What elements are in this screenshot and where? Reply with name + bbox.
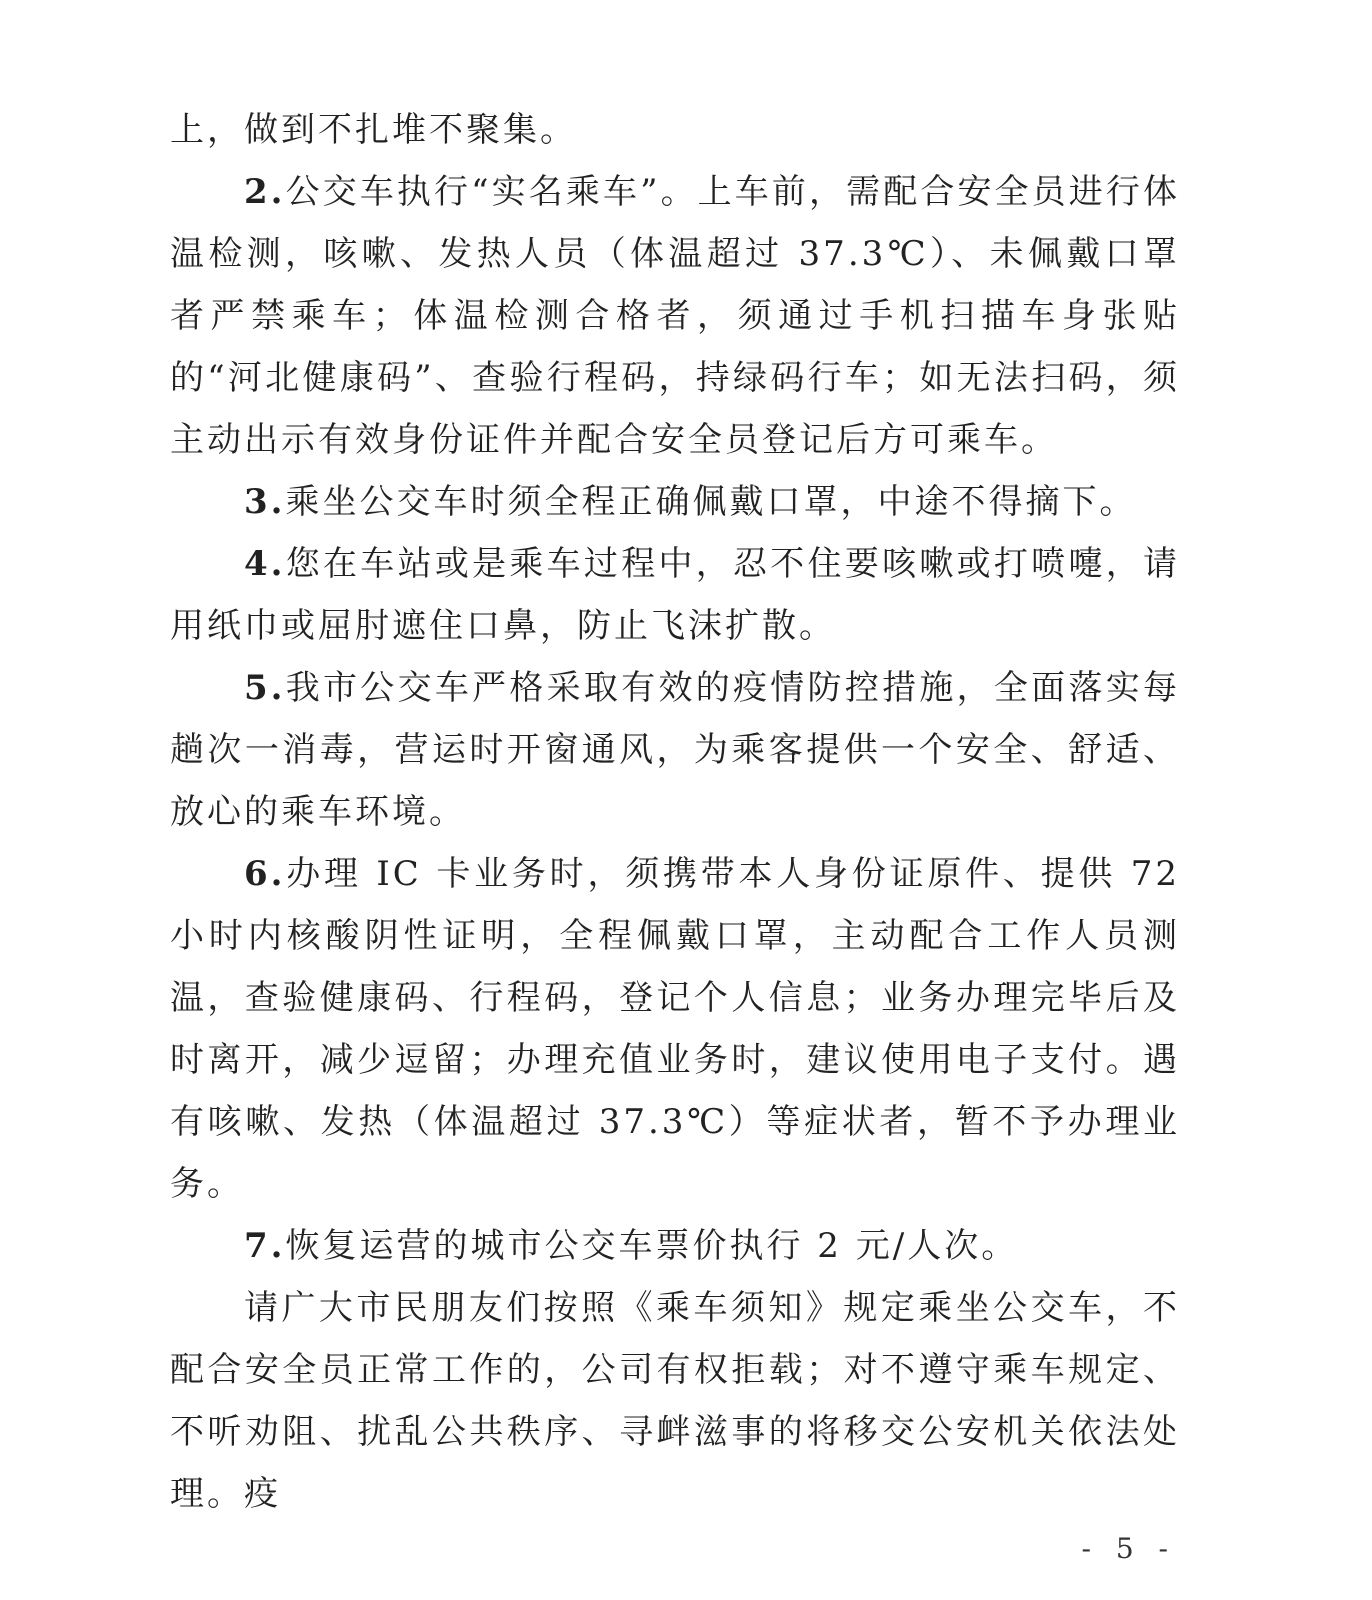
- paragraph-text: 乘坐公交车时须全程正确佩戴口罩，中途不得摘下。: [285, 482, 1137, 522]
- paragraph-number: 3.: [244, 482, 286, 522]
- paragraph-item-7: [170, 1215, 1180, 1277]
- paragraph-number: 7.: [244, 1226, 286, 1266]
- paragraph-text: 请广大市民朋友们按照《乘车须知》规定乘坐公交车，不配合安全员正常工作的，公司有权拒载；对不遵守乘车规定、不听劝阻、扰乱公共秩序、寻衅滋事的将移交公安机关依法处理。疫: [170, 1288, 1180, 1514]
- paragraph-item-6: [170, 843, 1180, 1215]
- paragraph-text: 恢复运营的城市公交车票价执行 2 元/人次。: [285, 1226, 1019, 1266]
- page-number: - 5 -: [1081, 1532, 1176, 1565]
- paragraph-number: 5.: [244, 668, 286, 708]
- paragraph-text: 我市公交车严格采取有效的疫情防控措施，全面落实每趟次一消毒，营运时开窗通风，为乘客提供一个安全、舒适、放心的乘车环境。: [170, 668, 1180, 832]
- document-body: [170, 99, 1180, 1525]
- paragraph-item-2: [170, 161, 1180, 471]
- paragraph-item-3: [170, 471, 1180, 533]
- paragraph-number: 4.: [244, 544, 286, 584]
- paragraph-text: 办理 IC 卡业务时，须携带本人身份证原件、提供 72 小时内核酸阴性证明，全程佩戴口罩，主动配合工作人员测温，查验健康码、行程码，登记个人信息；业务办理完毕后及时离开，减少逗留；办理充值业务时，建议使用电子支付。遇有咳嗽、发热（体温超过 37.3℃）等症状者，暂不予办理业务。: [170, 854, 1180, 1204]
- paragraph-text: 上，做到不扎堆不聚集。: [170, 110, 577, 150]
- paragraph-text: 公交车执行“实名乘车”。上车前，需配合安全员进行体温检测，咳嗽、发热人员（体温超过 37.3℃）、未佩戴口罩者严禁乘车；体温检测合格者，须通过手机扫描车身张贴的“河北健康码”、查验行程码，持绿码行车；如无法扫码，须主动出示有效身份证件并配合安全员登记后方可乘车。: [170, 172, 1180, 460]
- paragraph-text: 您在车站或是乘车过程中，忍不住要咳嗽或打喷嚏，请用纸巾或屈肘遮住口鼻，防止飞沫扩散。: [170, 544, 1180, 646]
- paragraph-item-5: [170, 657, 1180, 843]
- paragraph-number: 2.: [244, 172, 286, 212]
- paragraph-appeal: [170, 1277, 1180, 1525]
- paragraph-continuation: [170, 99, 1180, 161]
- paragraph-item-4: [170, 533, 1180, 657]
- paragraph-number: 6.: [244, 854, 286, 894]
